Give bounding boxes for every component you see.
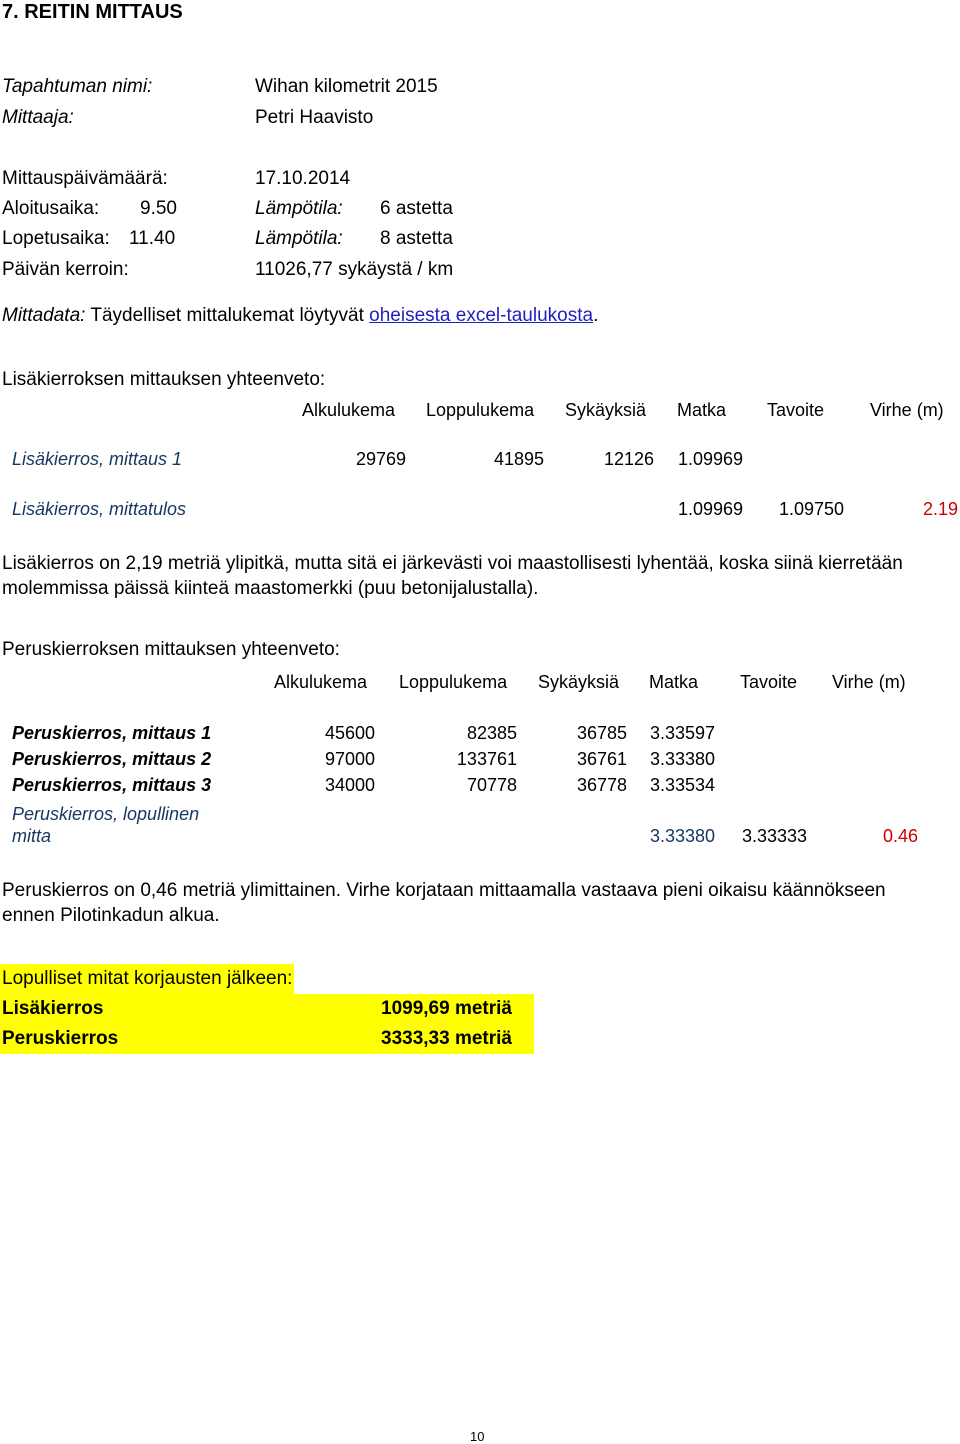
final-measures-title: Lopulliset mitat korjausten jälkeen:	[0, 964, 294, 994]
extra-result-error: 2.19	[922, 499, 958, 519]
extra-result-distance: 1.09969	[678, 499, 744, 519]
final-extra-value: 1099,69 metriä	[381, 998, 512, 1019]
extra-summary-title: Lisäkierroksen mittauksen yhteenveto:	[2, 369, 326, 390]
final-extra-row	[0, 994, 534, 1024]
main-final-error: 0.46	[882, 826, 918, 846]
main-header-distance: Matka	[649, 672, 699, 692]
final-extra-label: Lisäkierros	[2, 998, 104, 1019]
main-row-2-pulses: 36761	[576, 749, 627, 769]
mittadata-label: Mittadata:	[2, 305, 86, 326]
temperature-2-value: 8 astetta	[380, 228, 453, 249]
final-main-label: Peruskierros	[2, 1028, 119, 1049]
extra-header-error: Virhe (m)	[870, 400, 944, 420]
extra-note: Lisäkierros on 2,19 metriä ylipitkä, mutta sitä ei järkevästi voi maastollisesti lyhentää, koska siinä kierretään molemmissa päissä kiinteä maastomerkki (puu betonijalustalla).	[2, 553, 903, 599]
mittadata-text: Täydelliset mittalukemat löytyvät	[90, 305, 364, 326]
coefficient-value: 11026,77 sykäystä / km	[255, 259, 454, 280]
extra-header-target: Tavoite	[767, 400, 825, 420]
main-final-distance: 3.33380	[650, 826, 716, 846]
extra-header-distance: Matka	[677, 400, 727, 420]
main-row-2-distance: 3.33380	[650, 749, 716, 769]
main-note: Peruskierros on 0,46 metriä ylimittainen. Virhe korjataan mittaamalla vastaava pieni oikaisu käännökseen ennen Pilotinkadun alkua.	[2, 880, 886, 926]
main-row-1-name: Peruskierros, mittaus 1	[12, 723, 212, 743]
temperature-2-label: Lämpötila:	[255, 228, 343, 249]
end-time-value: 11.40	[129, 228, 176, 249]
temperature-1-label: Lämpötila:	[255, 198, 343, 219]
extra-row-1-name: Lisäkierros, mittaus 1	[12, 449, 183, 469]
excel-link[interactable]: oheisesta excel-taulukosta	[369, 305, 594, 326]
end-time-label: Lopetusaika:	[2, 228, 110, 249]
coefficient-label: Päivän kerroin:	[2, 259, 129, 280]
main-row-3-name: Peruskierros, mittaus 3	[12, 775, 212, 795]
measurer-label: Mittaaja:	[2, 107, 74, 128]
main-final-name-line2: mitta	[12, 826, 52, 846]
event-name-value: Wihan kilometrit 2015	[255, 76, 438, 97]
main-row-3-end: 70778	[466, 775, 517, 795]
extra-row-1-pulses: 12126	[603, 449, 654, 469]
start-time-label: Aloitusaika:	[2, 198, 100, 219]
mittadata-period: .	[593, 305, 599, 326]
main-row-2-name: Peruskierros, mittaus 2	[12, 749, 212, 769]
date-label: Mittauspäivämäärä:	[2, 168, 168, 189]
main-row-1-distance: 3.33597	[650, 723, 716, 743]
main-summary-title: Peruskierroksen mittauksen yhteenveto:	[2, 639, 340, 660]
extra-row-1-end: 41895	[493, 449, 544, 469]
page-number: 10	[470, 1429, 485, 1444]
start-time-value: 9.50	[140, 198, 177, 219]
final-main-row	[0, 1024, 534, 1054]
main-header-start: Alkulukema	[274, 672, 368, 692]
mittadata-line	[2, 306, 598, 325]
main-final-target: 3.33333	[742, 826, 808, 846]
main-header-end: Loppulukema	[399, 672, 508, 692]
final-main-value: 3333,33 metriä	[381, 1028, 512, 1049]
extra-result-target: 1.09750	[779, 499, 845, 519]
extra-result-name: Lisäkierros, mittatulos	[12, 499, 187, 519]
main-final-name-line1: Peruskierros, lopullinen	[12, 804, 200, 824]
measurer-value: Petri Haavisto	[255, 107, 374, 128]
extra-header-pulses: Sykäyksiä	[565, 400, 647, 420]
main-row-1-start: 45600	[325, 723, 376, 743]
extra-row-1-distance: 1.09969	[678, 449, 744, 469]
section-heading: 7. REITIN MITTAUS	[2, 1, 183, 23]
main-header-pulses: Sykäyksiä	[538, 672, 620, 692]
main-header-error: Virhe (m)	[832, 672, 906, 692]
event-name-label: Tapahtuman nimi:	[2, 76, 153, 97]
temperature-1-value: 6 astetta	[380, 198, 453, 219]
main-header-target: Tavoite	[740, 672, 798, 692]
date-value: 17.10.2014	[255, 168, 351, 189]
main-row-3-pulses: 36778	[576, 775, 627, 795]
main-row-1-pulses: 36785	[576, 723, 627, 743]
main-row-1-end: 82385	[466, 723, 517, 743]
main-row-3-distance: 3.33534	[650, 775, 716, 795]
main-row-2-end: 133761	[456, 749, 517, 769]
main-row-2-start: 97000	[325, 749, 376, 769]
extra-header-end: Loppulukema	[426, 400, 535, 420]
main-row-3-start: 34000	[325, 775, 376, 795]
extra-header-start: Alkulukema	[302, 400, 396, 420]
extra-row-1-start: 29769	[355, 449, 406, 469]
